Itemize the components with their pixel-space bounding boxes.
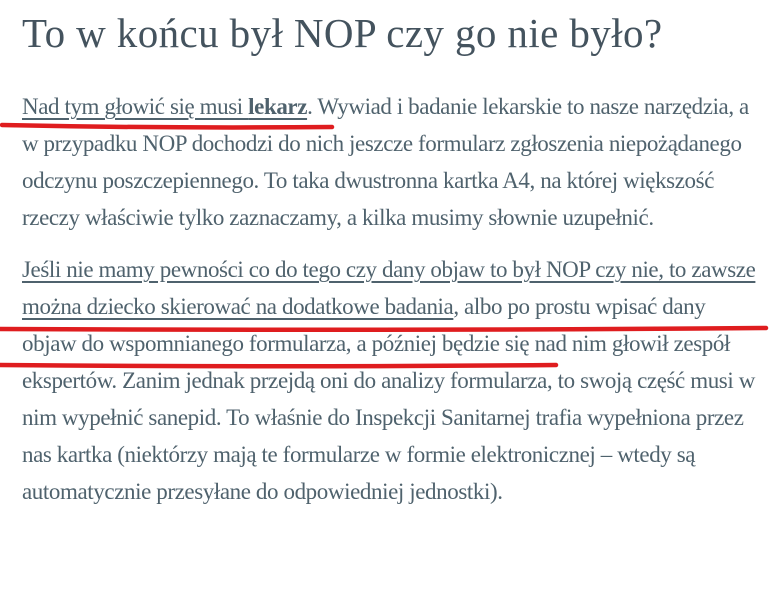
article-paragraph [22, 251, 759, 510]
article-paragraph [22, 88, 759, 236]
inline-link[interactable]: Jeśli nie mamy pewności co do tego czy dany objaw to był NOP czy nie, to zawsze można dziecko skierować na dodatkowe badania [22, 257, 756, 319]
text-segment: . Wywiad i badanie lekarskie to nasze narzędzia, a w przypadku NOP dochodzi do nich jeszcze formularz zgłoszenia niepożądanego odczynu poszczepiennego. To taka dwustronna kartka A4, na której większość rzeczy właściwie tylko zaznaczamy, a kilka musimy słownie uzupełnić. [22, 94, 749, 230]
article-title: To w końcu był NOP czy go nie było? [22, 10, 663, 56]
article-page [0, 7, 769, 590]
text-segment: , albo po prostu wpisać dany objaw do wspomnianego formularza, a później będzie się nad nim głowił zespół ekspertów. Zanim jednak przejdą oni do analizy formularza, to swoją część musi w nim wypełnić sanepid. To właśnie do Inspekcji Sanitarnej trafia wypełniona przez nas kartka (niektórzy mają te formularze w formie elektronicznej – wtedy są automatycznie przesyłane do odpowiedniej jednostki). [22, 294, 755, 504]
inline-link[interactable]: lekarz [248, 94, 308, 119]
inline-link[interactable]: Nad tym głowić się musi [22, 94, 249, 119]
article-body [22, 88, 759, 510]
